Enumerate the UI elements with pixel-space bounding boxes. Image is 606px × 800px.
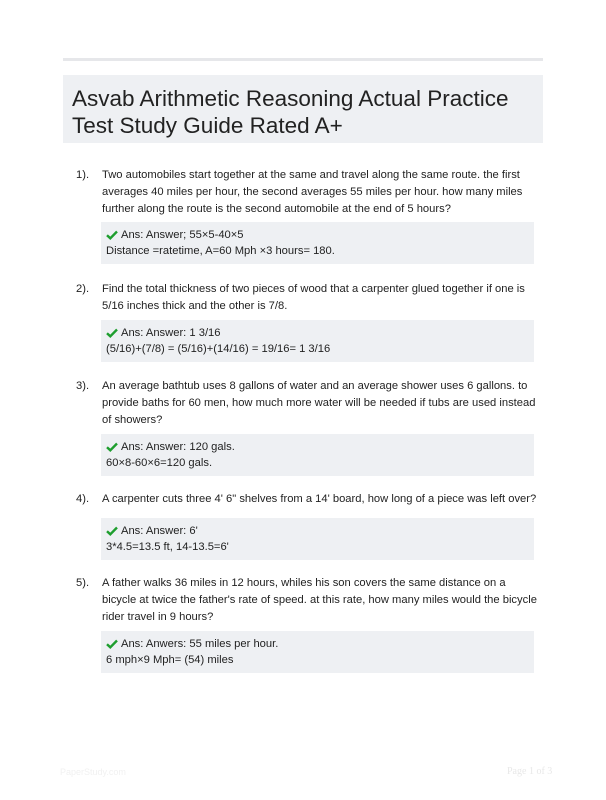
question-text: A father walks 36 miles in 12 hours, whiles his son covers the same distance on a bicycle at twice the father's rate of speed. at this rate, how many miles would the bicycle rider travel in 9 hours? <box>102 577 537 623</box>
answer-text: Ans: Answer: 1 3/16 <box>121 327 221 339</box>
answer-detail: Distance =ratetime, A=60 Mph ×3 hours= 180. <box>106 245 335 257</box>
question-number: 4). <box>76 493 90 505</box>
answer-text: Ans: Anwers: 55 miles per hour. <box>121 638 279 650</box>
check-icon <box>106 442 118 452</box>
question-number: 3). <box>76 380 90 392</box>
answer-detail: 6 mph×9 Mph= (54) miles <box>106 654 234 666</box>
question-text: Find the total thickness of two pieces of wood that a carpenter glued together if one is 5/16 inches thick and the other is 7/8. <box>102 283 525 312</box>
check-icon <box>106 526 118 536</box>
top-rule <box>63 58 543 61</box>
check-icon <box>106 328 118 338</box>
answer-text: Ans: Answer: 6' <box>121 525 198 537</box>
question-number: 2). <box>76 283 90 295</box>
answer-box <box>101 434 534 476</box>
answer-text: Ans: Answer; 55×5-40×5 <box>121 229 244 241</box>
answer-box <box>101 518 534 560</box>
question-text: An average bathtub uses 8 gallons of water and an average shower uses 6 gallons. to provide baths for 60 men, how much more water will be needed if tubs are used instead of showers? <box>102 380 536 426</box>
check-icon <box>106 230 118 240</box>
title-box <box>63 75 543 143</box>
footer-watermark: PaperStudy.com <box>60 767 126 777</box>
page-number: Page 1 of 3 <box>507 766 553 777</box>
answer-text: Ans: Answer: 120 gals. <box>121 441 235 453</box>
page-title: Asvab Arithmetic Reasoning Actual Practice Test Study Guide Rated A+ <box>72 86 509 138</box>
answer-detail: 60×8-60×6=120 gals. <box>106 457 213 469</box>
answer-box <box>101 222 534 264</box>
question-number: 1). <box>76 169 90 181</box>
question-text: Two automobiles start together at the same and travel along the same route. the first averages 40 miles per hour, the second averages 55 miles per hour. how many miles further along the route is the second automobile at the end of 5 hours? <box>102 169 523 215</box>
question-number: 5). <box>76 577 90 589</box>
answer-box <box>101 320 534 362</box>
answer-detail: 3*4.5=13.5 ft, 14-13.5=6' <box>106 541 229 553</box>
answer-box <box>101 631 534 673</box>
answer-detail: (5/16)+(7/8) = (5/16)+(14/16) = 19/16= 1 3/16 <box>106 343 331 355</box>
check-icon <box>106 639 118 649</box>
question-text: A carpenter cuts three 4' 6" shelves from a 14' board, how long of a piece was left over? <box>102 493 537 505</box>
